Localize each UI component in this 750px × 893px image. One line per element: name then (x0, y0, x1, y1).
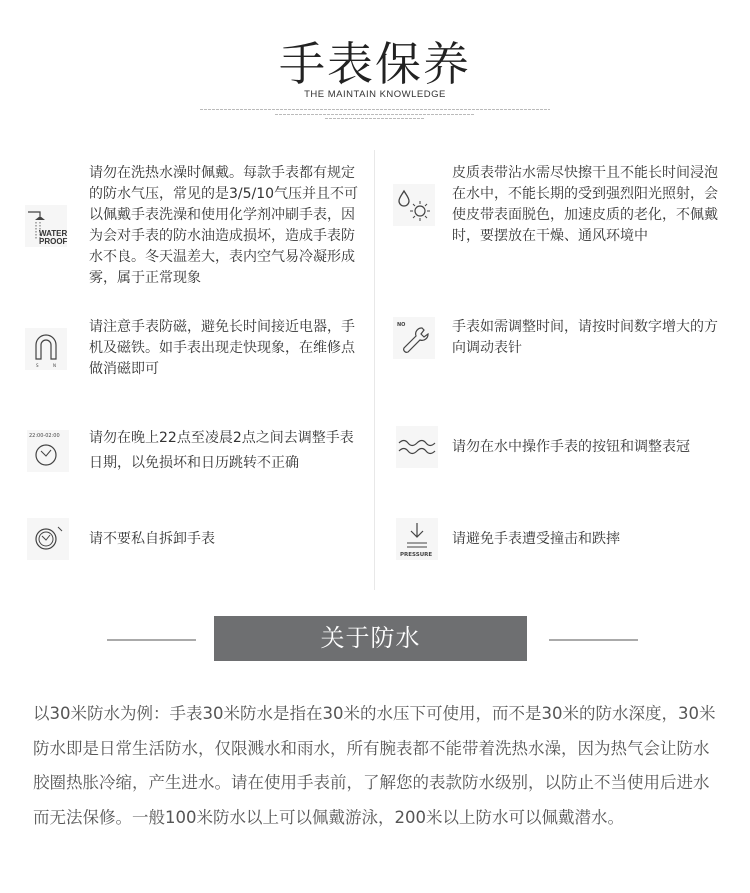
waterproof-shower-icon (25, 205, 67, 247)
care-item-no-disassembly (27, 518, 367, 560)
magnet-icon (25, 328, 67, 370)
decorative-fine-text (275, 114, 475, 115)
banner-divider-right (549, 639, 638, 641)
care-item-leather-strap (393, 163, 723, 247)
care-item-date-adjust (27, 426, 367, 476)
care-item-text: 请勿在洗热水澡时佩戴。每款手表都有规定的防水气压，常见的是3/5/10气压并且不可以佩戴手表洗澡和使用化学剂冲刷手表，因为会对手表的防水油造成损坏，造成手表防水不良。冬天温差大，表内空气易冷凝形成雾，属于正常现象 (89, 165, 359, 286)
banner-divider-left (107, 639, 196, 641)
water-drop-sun-icon (393, 184, 435, 226)
care-item-text: 手表如需调整时间，请按时间数字增大的方向调动表针 (452, 319, 718, 356)
svg-text:22:00-02:00: 22:00-02:00 (29, 433, 60, 439)
care-item-magnetic (25, 317, 365, 380)
svg-text:NO: NO (397, 322, 406, 328)
decorative-fine-text (200, 109, 550, 110)
care-item-text: 请不要私自拆卸手表 (89, 530, 215, 547)
section-banner: 关于防水 (214, 616, 527, 661)
clock-time-icon (27, 430, 69, 472)
svg-text:PRESSURE: PRESSURE (400, 552, 433, 558)
care-item-no-buttons-in-water (396, 426, 726, 468)
watch-disassemble-icon (27, 518, 69, 560)
care-item-text: 请注意手表防磁，避免长时间接近电器，手机及磁铁。如手表出现走快现象，在维修点做消磁即可 (89, 319, 355, 377)
care-item-text: 请勿在水中操作手表的按钮和调整表冠 (452, 438, 690, 455)
page-title: 手表保养 (279, 37, 471, 91)
care-item-time-adjust (393, 317, 723, 359)
svg-text:S: S (36, 362, 39, 368)
care-item-waterproof (25, 163, 365, 289)
column-divider (374, 150, 375, 590)
decorative-fine-text (325, 118, 425, 119)
pressure-icon (396, 518, 438, 560)
page-subtitle: THE MAINTAIN KNOWLEDGE (304, 89, 446, 100)
water-waves-icon (396, 426, 438, 468)
care-item-text: 皮质表带沾水需尽快擦干且不能长时间浸泡在水中，不能长期的受到强烈阳光照射，会使皮带表面脱色，加速皮质的老化，不佩戴时，要摆放在干燥、通风环境中 (452, 165, 718, 244)
svg-text:N: N (53, 362, 56, 368)
wrench-icon (393, 317, 435, 359)
care-item-text: 请勿在晚上22点至凌晨2点之间去调整手表日期，以免损坏和日历跳转不正确 (89, 430, 354, 471)
care-item-avoid-impact (396, 518, 726, 560)
waterproof-label: WATER PROOF (39, 229, 68, 246)
care-item-text: 请避免手表遭受撞击和跌摔 (452, 530, 620, 547)
waterproof-paragraph: 以30米防水为例：手表30米防水是指在30米的水压下可使用，而不是30米的防水深度，30米防水即是日常生活防水，仅限溅水和雨水，所有腕表都不能带着洗热水澡，因为热气会让防水胶圈热胀冷缩，产生进水。请在使用手表前，了解您的表款防水级别，以防止不当使用后进水而无法保修。一般100米防水以上可以佩戴游泳，200米以上防水可以佩戴潜水。 (33, 704, 716, 827)
